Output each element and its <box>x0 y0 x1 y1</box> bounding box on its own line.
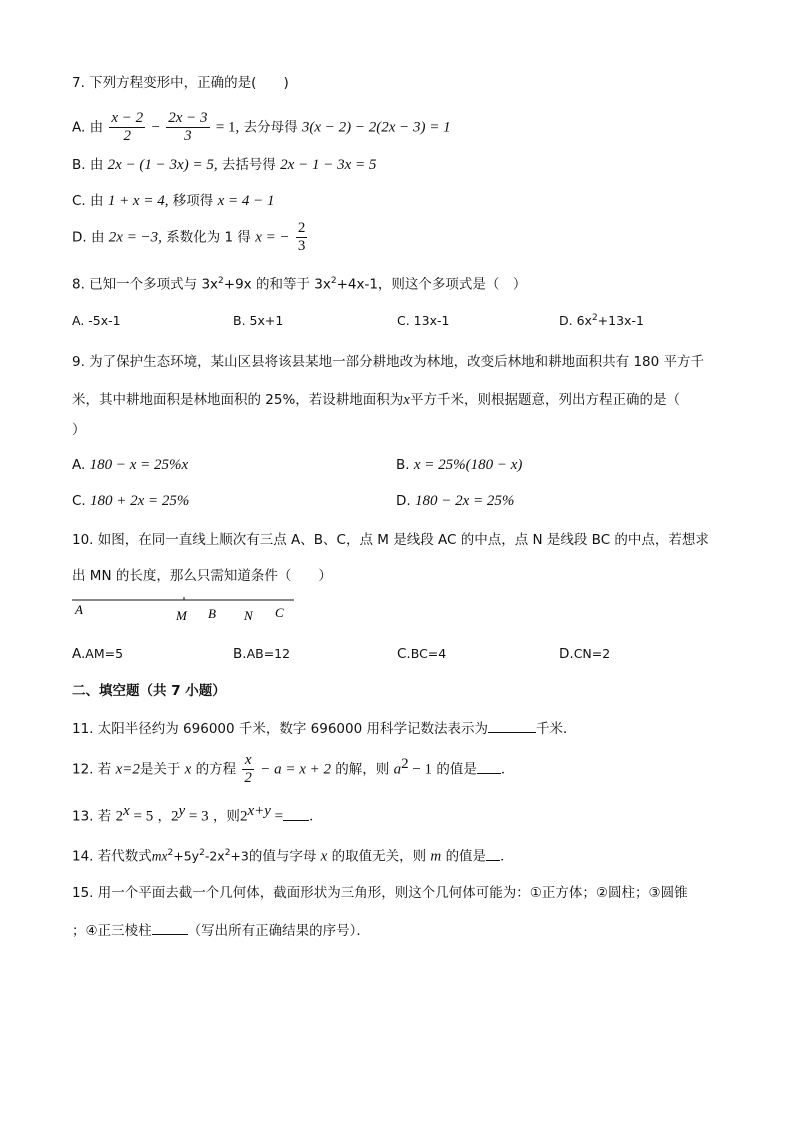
q15-answer-blank[interactable] <box>152 920 188 935</box>
q8-stem-sup-2: 2 <box>330 276 337 286</box>
q12-expr-rest: − 1 <box>408 761 433 778</box>
q8-option-d-part-a: D. 6x <box>559 313 592 329</box>
q15-line-2 <box>72 920 370 940</box>
q9-option-a-label: A. <box>72 457 86 473</box>
q14-sup-3: 2 <box>224 848 231 858</box>
q9-option-a <box>72 457 188 474</box>
q7-d-fraction <box>296 220 308 255</box>
q15-line2-part-a: ；④正三棱柱 <box>72 923 152 939</box>
q12-text-a: 12. 若 <box>72 761 112 778</box>
q10-stem-line-2: 出 MN 的长度，那么只需知道条件（ ） <box>72 568 332 584</box>
q9-line2-x: x <box>403 392 410 408</box>
q9-option-d <box>396 493 514 510</box>
q7-c-you: 由 <box>90 193 104 209</box>
q13-e3-rest: = <box>270 808 284 825</box>
q9-option-c-label: C. <box>72 493 86 509</box>
q14-expr-a: mx <box>151 848 168 864</box>
q7-d-frac-den: 3 <box>297 238 306 254</box>
q12-x-eq: x=2 <box>115 761 140 778</box>
q14 <box>72 844 514 866</box>
q14-text-a: 14. 若代数式 <box>72 848 152 865</box>
q9-stem-line-2 <box>72 391 680 409</box>
q7-option-c <box>72 192 274 210</box>
q7-a-text: 去分母得 <box>243 119 298 136</box>
q7-b-label: B. <box>72 157 86 173</box>
q7-a-label: A. <box>72 119 86 136</box>
q10-option-b-label: B. <box>233 646 247 662</box>
q7-d-eq: 2x = −3, <box>108 229 162 246</box>
q9-option-d-expr: 180 − 2x = 25% <box>414 493 515 509</box>
q8-stem-sup-1: 2 <box>218 276 224 286</box>
q10-option-a-label: A. <box>72 646 86 662</box>
q7-a-you: 由 <box>89 119 104 136</box>
q9-option-c <box>72 493 189 510</box>
point-label-c: C <box>275 605 284 620</box>
q14-expr-d: +3 <box>230 848 249 864</box>
q12-answer-blank[interactable] <box>477 759 501 774</box>
point-label-n: N <box>244 608 253 623</box>
q7-a-frac1-den: 2 <box>123 128 132 144</box>
q8-option-c: C. 13x-1 <box>397 313 450 328</box>
q13-text-a: 13. 若 <box>72 808 112 825</box>
q7-a-rest: = 1, <box>215 119 240 136</box>
q7-d-text: 系数化为 1 得 <box>166 229 251 246</box>
q7-b-text: 去括号得 <box>221 157 276 173</box>
q7-option-a <box>72 110 451 145</box>
q15-line2-part-b: （写出所有正确结果的序号）． <box>187 923 370 939</box>
q7-option-d <box>72 220 309 255</box>
q13-e3-sup: x+y <box>247 803 271 819</box>
q9-line2-part-a: 米，其中耕地面积是林地面积的 25%，若设耕地面积为 <box>72 392 404 408</box>
q8-option-d-part-b: +13x-1 <box>597 313 644 329</box>
q13-e1-rest: = 5 <box>129 808 154 825</box>
q7-c-text: 移项得 <box>172 193 214 209</box>
q7-b-you: 由 <box>89 157 104 173</box>
q7-b-result: 2x − 1 − 3x = 5 <box>280 157 377 173</box>
q7-a-minus: − <box>151 119 160 136</box>
q11-text-a: 11. 太阳半径约为 696000 千米，数字 696000 用科学记数法表示为 <box>72 721 488 737</box>
q11-answer-blank[interactable] <box>488 718 536 733</box>
q7-d-you: 由 <box>90 229 105 246</box>
q14-m: m <box>430 848 442 865</box>
q12-frac-den: 2 <box>244 770 252 786</box>
q10-option-d-label: D. <box>559 646 574 662</box>
q14-text-d: 的值是 <box>445 848 487 865</box>
q14-expr-b: +5y <box>173 848 200 864</box>
q14-x: x <box>320 848 328 865</box>
q7-c-label: C. <box>72 193 86 209</box>
q12-x: x <box>184 761 192 778</box>
q12-text-b: 是关于 <box>139 761 181 778</box>
q12-text-e: 的值是 <box>436 761 477 778</box>
q12-frac-num: x <box>242 752 254 770</box>
q13-e2-base: 2 <box>171 808 179 825</box>
point-label-m: M <box>176 608 187 623</box>
q9-option-d-label: D. <box>396 493 411 509</box>
q12-expr-sup: 2 <box>401 756 409 772</box>
q9-option-b-label: B. <box>396 457 410 473</box>
q8-stem <box>72 272 526 294</box>
q7-a-frac2-num: 2x − 3 <box>168 110 208 126</box>
q7-a-fraction-1 <box>109 110 145 145</box>
q8-stem-part-a: 8. 已知一个多项式与 3x <box>72 276 219 293</box>
q7-d-result: x = − <box>255 229 290 246</box>
q10-option-c-label: C. <box>397 646 411 662</box>
q12-text-c: 的方程 <box>195 761 237 778</box>
q13-e2-rest: = 3 <box>185 808 209 825</box>
q14-answer-blank[interactable] <box>486 846 500 861</box>
q10-option-b-text: AB=12 <box>246 646 291 661</box>
q13-end: ． <box>309 808 323 825</box>
q13 <box>72 802 323 826</box>
q13-e2-sup: y <box>178 803 186 819</box>
q8-option-d <box>559 313 644 328</box>
q12-expr: a <box>393 761 402 778</box>
q7-c-result: x = 4 − 1 <box>217 193 275 209</box>
q7-a-frac2-den: 3 <box>184 128 192 144</box>
point-label-b: B <box>208 606 216 621</box>
line-segment-figure <box>72 596 298 624</box>
q7-stem: 7. 下列方程变形中，正确的是( ) <box>72 75 289 91</box>
q13-text-b: ，则 <box>212 808 240 825</box>
q14-sup-2: 2 <box>199 848 205 858</box>
q12 <box>72 752 514 787</box>
q12-text-d: 的解，则 <box>335 761 390 778</box>
q10-option-d-text: CN=2 <box>573 646 611 661</box>
q9-option-c-expr: 180 + 2x = 25% <box>90 493 190 509</box>
q13-answer-blank[interactable] <box>283 806 309 821</box>
q7-a-frac1-num: x − 2 <box>111 110 144 126</box>
q9-stem-line-3: ） <box>72 422 86 438</box>
q10-option-b <box>233 646 290 662</box>
q8-stem-part-b: +9x 的和等于 3x <box>223 276 331 293</box>
q8-option-b: B. 5x+1 <box>233 313 284 328</box>
section-heading-fill-in: 二、填空题（共 7 小题） <box>72 683 226 699</box>
q8-stem-part-c: +4x-1，则这个多项式是（ ） <box>336 276 527 293</box>
q10-stem-line-1: 10. 如图，在同一直线上顺次有三点 A、B、C，点 M 是线段 AC 的中点，点 N 是线段 BC 的中点，若想求 <box>72 532 709 548</box>
q7-d-label: D. <box>72 229 87 246</box>
q14-expr-c: -2x <box>204 848 225 864</box>
q13-e1-base: 2 <box>115 808 124 825</box>
q7-a-fraction-2 <box>166 110 209 145</box>
q11 <box>72 718 577 738</box>
q10-option-a <box>72 646 123 662</box>
q13-e1-sup: x <box>123 803 130 819</box>
q7-c-eq: 1 + x = 4, <box>107 193 169 209</box>
q10-option-a-text: AM=5 <box>85 646 124 661</box>
q8-option-d-sup: 2 <box>591 313 598 323</box>
point-label-a: A <box>75 602 83 617</box>
q10-option-c <box>397 646 446 662</box>
q8-option-a: A. -5x-1 <box>72 313 121 328</box>
q7-d-frac-num: 2 <box>297 220 306 236</box>
q11-text-b: 千米． <box>536 721 577 737</box>
q9-stem-line-1: 9. 为了保护生态环境，某山区县将该县某地一部分耕地改为林地，改变后林地和耕地面积共有 180 平方千 <box>72 354 705 370</box>
q10-option-c-text: BC=4 <box>410 646 447 661</box>
q7-a-result: 3(x − 2) − 2(2x − 3) = 1 <box>301 119 451 136</box>
q12-eq-rest: − a = x + 2 <box>260 761 331 778</box>
q13-e3-base: 2 <box>239 808 248 825</box>
q14-text-c: 的取值无关，则 <box>331 848 427 865</box>
q12-end: ． <box>500 761 515 778</box>
q10-option-d <box>559 646 610 662</box>
q14-text-b: 的值与字母 <box>248 848 317 865</box>
q15-line-1: 15. 用一个平面去截一个几何体，截面形状为三角形，则这个几何体可能为：①正方体；②圆柱；③圆锥 <box>72 885 688 901</box>
q7-b-eq: 2x − (1 − 3x) = 5, <box>107 157 218 173</box>
q9-option-b-expr: x = 25%(180 − x) <box>413 457 523 473</box>
q9-option-a-expr: 180 − x = 25%x <box>89 457 189 473</box>
q9-option-b <box>396 457 522 474</box>
q13-sep: ， <box>157 808 171 825</box>
q12-fraction <box>242 752 254 787</box>
q9-line2-part-b: 平方千米，则根据题意，列出方程正确的是（ <box>409 392 680 408</box>
q14-end: ． <box>500 848 514 865</box>
q14-sup-1: 2 <box>167 848 174 858</box>
q7-option-b <box>72 156 376 174</box>
